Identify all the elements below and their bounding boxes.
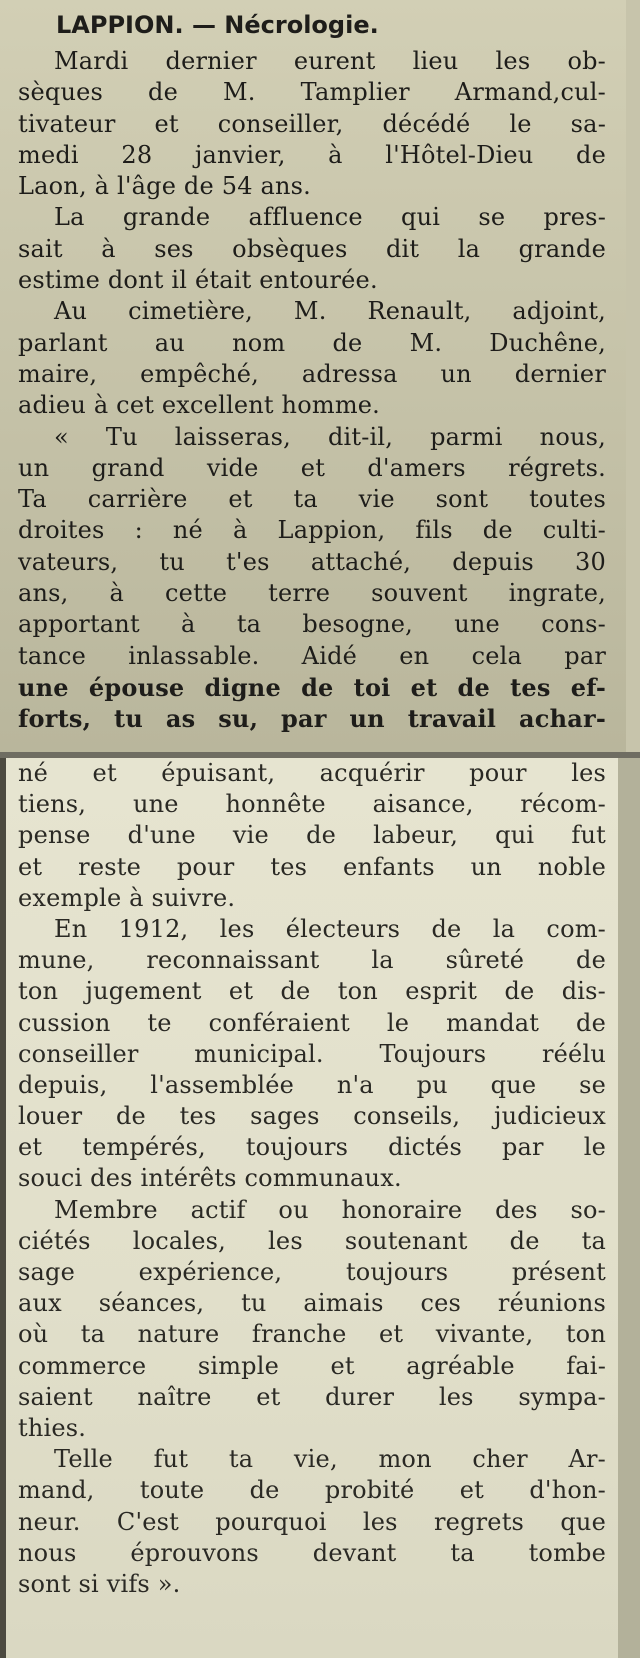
text-line: La grande affluence qui se pres- bbox=[54, 203, 606, 232]
text-line: maire, empêché, adressa un dernier bbox=[18, 359, 606, 388]
text-line: Ta carrière et ta vie sont toutes bbox=[18, 485, 606, 514]
text-line: aux séances, tu aimais ces réunions bbox=[18, 1289, 606, 1318]
text-line: apportant à ta besogne, une cons- bbox=[18, 610, 606, 639]
text-line: sait à ses obsèques dit la grande bbox=[18, 234, 606, 263]
text-line: commerce simple et agréable fai- bbox=[18, 1351, 606, 1380]
text-line: et reste pour tes enfants un noble bbox=[18, 852, 606, 881]
text-line: une épouse digne de toi et de tes ef- bbox=[18, 672, 606, 702]
text-line: exemple à suivre. bbox=[18, 883, 236, 912]
text-line: Laon, à l'âge de 54 ans. bbox=[18, 172, 311, 201]
text-line: où ta nature franche et vivante, ton bbox=[18, 1320, 606, 1349]
text-line: Telle fut ta vie, mon cher Ar- bbox=[54, 1445, 606, 1474]
text-line: ciétés locales, les soutenant de ta bbox=[18, 1226, 606, 1255]
text-line: né et épuisant, acquérir pour les bbox=[18, 759, 606, 787]
text-line: pense d'une vie de labeur, qui fut bbox=[18, 821, 606, 850]
text-line: cussion te conféraient le mandat de bbox=[18, 1008, 606, 1037]
text-line: forts, tu as su, par un travail achar- bbox=[18, 704, 606, 734]
text-line: adieu à cet excellent homme. bbox=[18, 391, 381, 420]
text-line: vateurs, tu t'es attaché, depuis 30 bbox=[18, 547, 606, 576]
text-line: sont si vifs ». bbox=[18, 1569, 181, 1598]
text-line: depuis, l'assemblée n'a pu que se bbox=[18, 1070, 606, 1099]
text-line: tiens, une honnête aisance, récom- bbox=[18, 790, 606, 819]
text-line: sage expérience, toujours présent bbox=[18, 1258, 606, 1286]
article-column-top bbox=[18, 4, 606, 735]
adjacent-column-edge bbox=[626, 0, 640, 752]
text-line: mune, reconnaissant la sûreté de bbox=[18, 946, 606, 975]
text-line: conseiller municipal. Toujours réélu bbox=[18, 1039, 606, 1068]
article-column-bottom bbox=[18, 758, 606, 1600]
text-line: « Tu laisseras, dit-il, parmi nous, bbox=[54, 422, 606, 451]
text-line: nous éprouvons devant ta tombe bbox=[18, 1538, 606, 1567]
text-line: Membre actif ou honoraire des so- bbox=[54, 1195, 606, 1224]
text-line: neur. C'est pourquoi les regrets que bbox=[18, 1507, 606, 1536]
text-line: ans, à cette terre souvent ingrate, bbox=[18, 579, 606, 608]
text-line: mand, toute de probité et d'hon- bbox=[18, 1476, 606, 1505]
text-line: parlant au nom de M. Duchêne, bbox=[18, 328, 606, 357]
text-line: saient naître et durer les sympa- bbox=[18, 1382, 606, 1411]
text-line: medi 28 janvier, à l'Hôtel-Dieu de bbox=[18, 140, 606, 169]
text-line: estime dont il était entourée. bbox=[18, 266, 378, 295]
text-line: En 1912, les électeurs de la com- bbox=[54, 914, 606, 943]
text-line: tance inlassable. Aidé en cela par bbox=[18, 641, 606, 670]
text-line: ton jugement et de ton esprit de dis- bbox=[18, 977, 606, 1006]
article-heading: LAPPION. — Nécrologie. bbox=[56, 11, 379, 39]
text-line: et tempérés, toujours dictés par le bbox=[18, 1133, 606, 1162]
text-line: sèques de M. Tamplier Armand,cul- bbox=[18, 78, 606, 107]
text-line: tivateur et conseiller, décédé le sa- bbox=[18, 109, 606, 138]
text-line: droites : né à Lappion, fils de culti- bbox=[18, 516, 606, 545]
text-line: Au cimetière, M. Renault, adjoint, bbox=[54, 297, 606, 326]
clipping-bottom bbox=[0, 758, 640, 1658]
text-line: louer de tes sages conseils, judicieux bbox=[18, 1102, 606, 1131]
clipping-top bbox=[0, 0, 640, 752]
text-line: Mardi dernier eurent lieu les ob- bbox=[54, 47, 606, 75]
text-line: souci des intérêts communaux. bbox=[18, 1164, 402, 1193]
text-line: thies. bbox=[18, 1413, 87, 1442]
text-line: un grand vide et d'amers régrets. bbox=[18, 453, 606, 482]
